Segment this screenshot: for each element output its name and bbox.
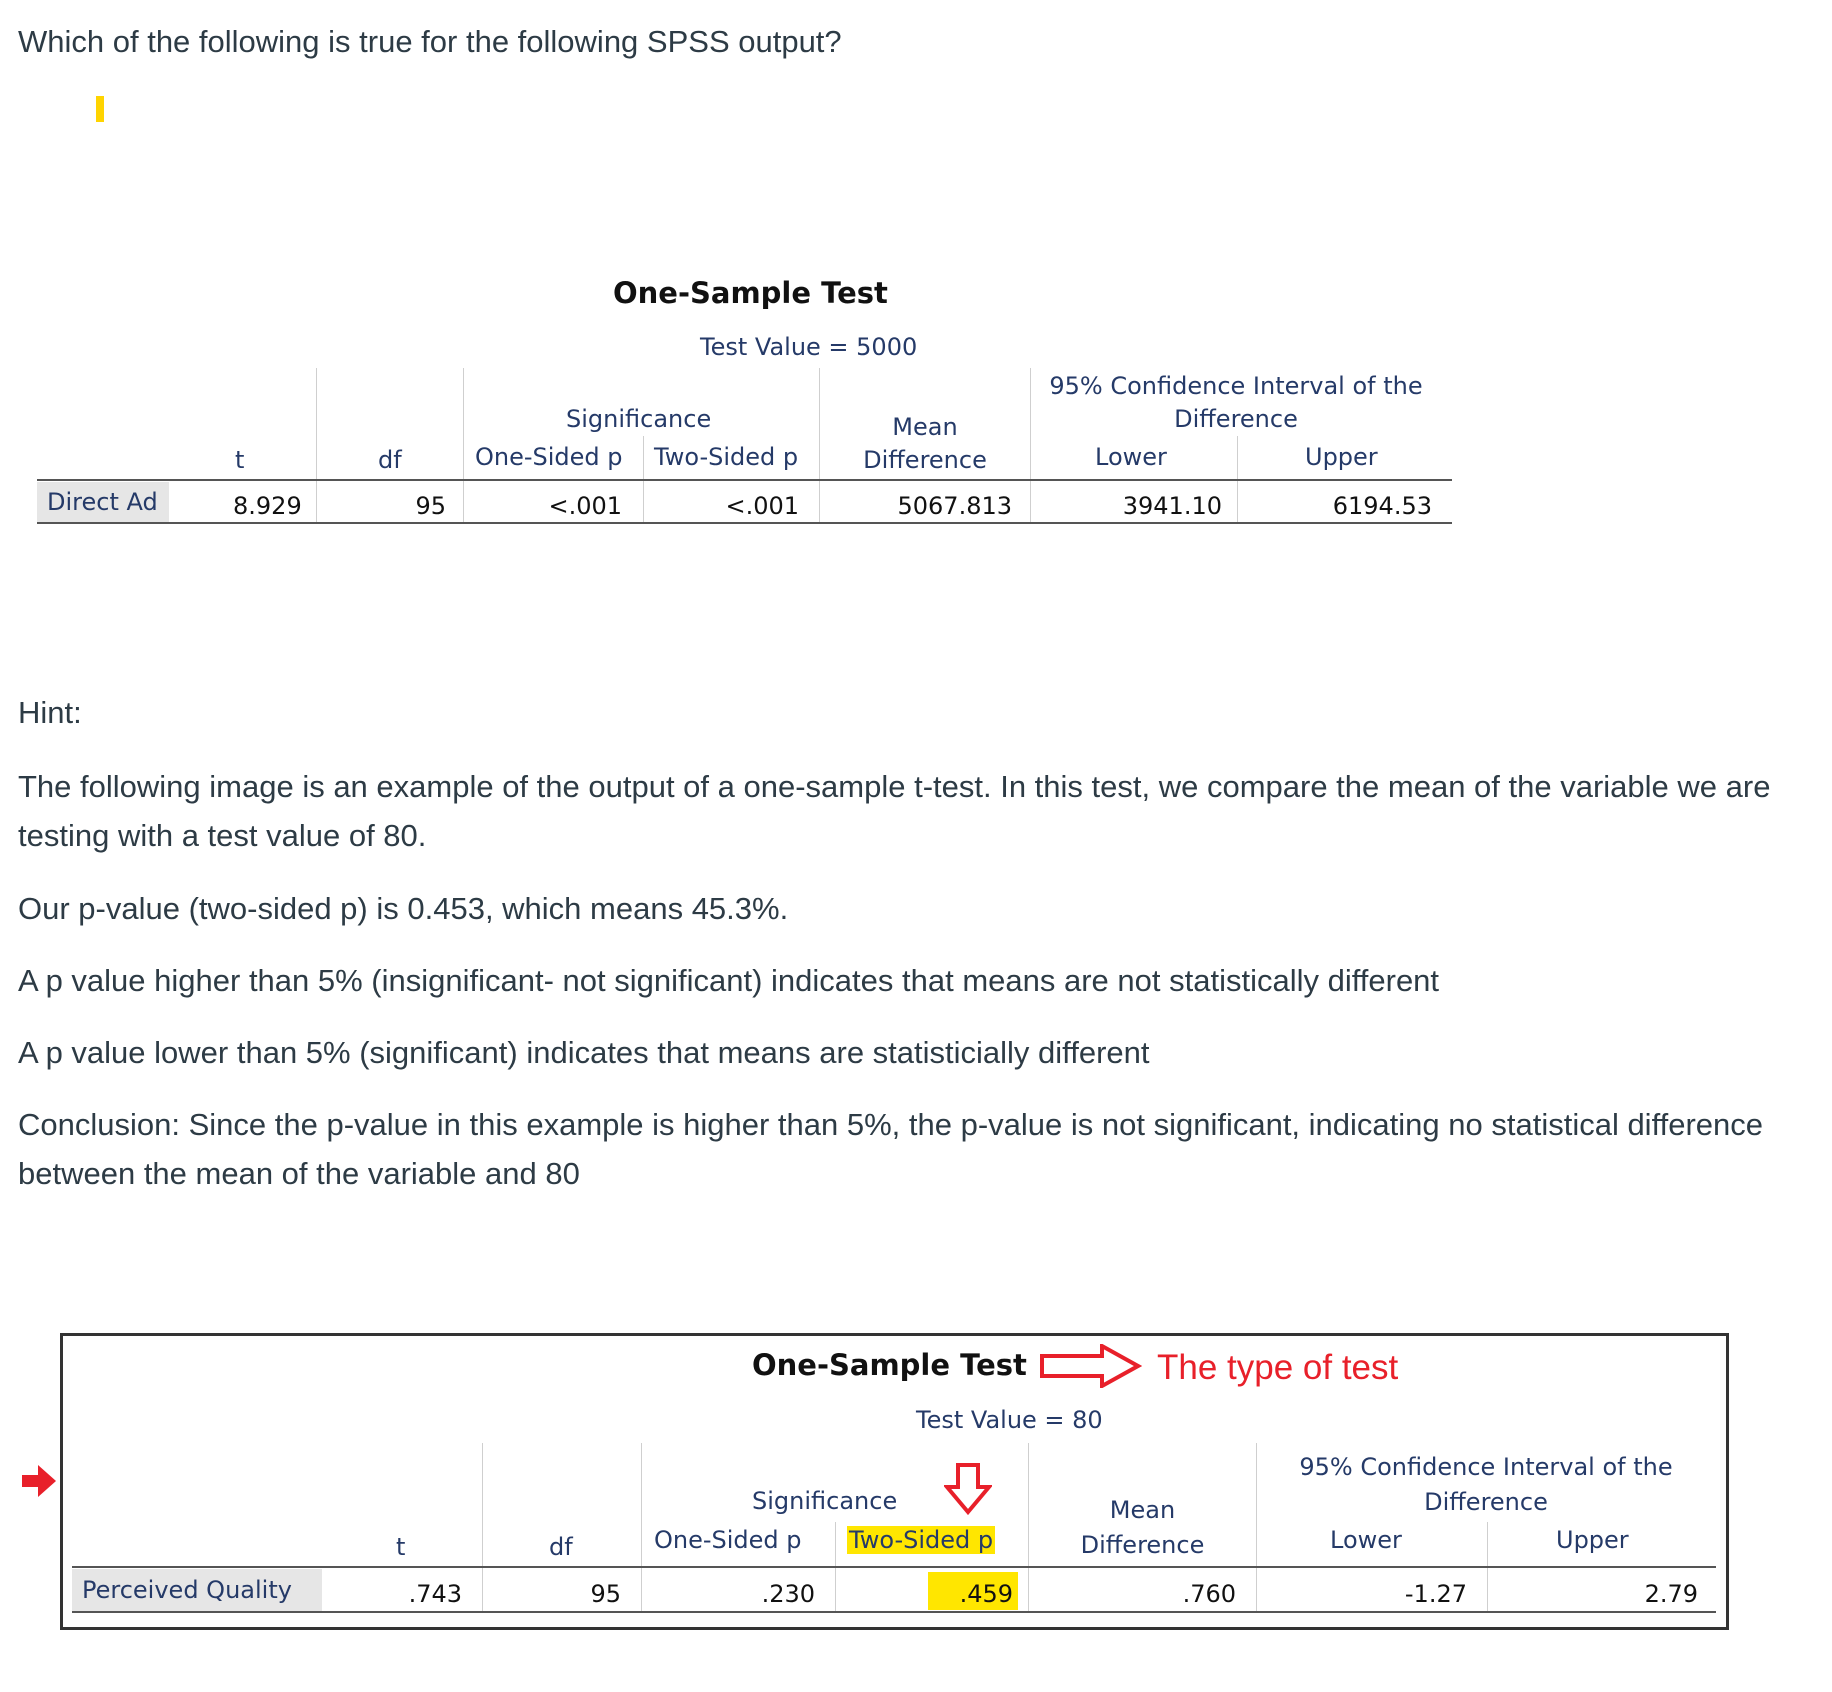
table1-header-df: df [378, 446, 402, 474]
table1-title: One-Sample Test [613, 276, 888, 310]
table1-test-value: Test Value = 5000 [700, 333, 918, 361]
hint-paragraph-5: Conclusion: Since the p-value in this example is higher than 5%, the p-value is not significant, indicating no statistical difference between the mean of the variable and 80 [18, 1107, 1764, 1191]
table2-header-mean: Mean [1109, 1496, 1176, 1524]
table2-header-t: t [396, 1533, 406, 1561]
red-outline-arrow-down-icon [944, 1463, 992, 1515]
table2-cell-mean-diff: .760 [1182, 1580, 1236, 1608]
table2-header-two-sided-highlighted: Two-Sided p [849, 1526, 994, 1554]
table1-header-one-sided: One-Sided p [475, 443, 623, 471]
hint-paragraph-4: A p value lower than 5% (significant) indicates that means are statisticially different [18, 1035, 1150, 1070]
annotation-type-of-test: The type of test [1157, 1348, 1399, 1387]
table1-header-lower: Lower [1095, 443, 1167, 471]
table1-header-mean: Mean [892, 413, 958, 441]
table2-cell-lower: -1.27 [1404, 1580, 1467, 1608]
table1-header-ci-difference: Difference [1174, 405, 1298, 433]
table2-header-significance: Significance [752, 1487, 898, 1515]
table1-header-ci: 95% Confidence Interval of the [1049, 372, 1423, 400]
table2-header-one-sided: One-Sided p [654, 1526, 802, 1554]
table1-header-upper: Upper [1305, 443, 1378, 471]
table1-header-t: t [235, 446, 245, 474]
table1-cell-two-sided: <.001 [725, 492, 799, 520]
red-outline-arrow-right-icon [1040, 1344, 1142, 1388]
table2-header-ci-difference: Difference [1424, 1488, 1548, 1516]
hint-paragraph-2: Our p-value (two-sided p) is 0.453, which means 45.3%. [18, 891, 789, 926]
table1-cell-mean-diff: 5067.813 [897, 492, 1012, 520]
table2-test-value: Test Value = 80 [916, 1406, 1103, 1434]
table2-cell-one-sided: .230 [761, 1580, 815, 1608]
hint-paragraph-3: A p value higher than 5% (insignificant- not significant) indicates that means are not statistically different [18, 963, 1440, 998]
table1-cell-t: 8.929 [233, 492, 302, 520]
hint-paragraph-1: The following image is an example of the output of a one-sample t-test. In this test, we compare the mean of the variable we are testing with a test value of 80. [18, 769, 1771, 853]
table2-cell-df: 95 [590, 1580, 621, 1608]
table2-header-ci: 95% Confidence Interval of the [1299, 1453, 1673, 1481]
table2-header-lower: Lower [1330, 1526, 1402, 1554]
table1-header-significance: Significance [566, 405, 712, 433]
table1-cell-lower: 3941.10 [1122, 492, 1222, 520]
table2-cell-t: .743 [408, 1580, 462, 1608]
table2-header-df: df [549, 1533, 573, 1561]
table2-cell-upper: 2.79 [1644, 1580, 1698, 1608]
table1-cell-one-sided: <.001 [548, 492, 622, 520]
red-arrow-right-icon [22, 1465, 58, 1497]
table2-header-upper: Upper [1556, 1526, 1629, 1554]
table2-row-label: Perceived Quality [72, 1569, 322, 1611]
table1-header-two-sided: Two-Sided p [654, 443, 799, 471]
question-text: Which of the following is true for the following SPSS output? [18, 24, 842, 59]
hint-label: Hint: [18, 695, 82, 730]
table1-header-difference: Difference [863, 446, 987, 474]
text-cursor [96, 96, 104, 122]
table2-cell-two-sided: .459 [959, 1580, 1013, 1608]
table1-cell-upper: 6194.53 [1332, 492, 1432, 520]
table1-cell-df: 95 [415, 492, 446, 520]
table1-row-label: Direct Ad [37, 482, 169, 522]
table2-title: One-Sample Test [752, 1348, 1027, 1382]
table2-header-difference: Difference [1080, 1531, 1205, 1559]
